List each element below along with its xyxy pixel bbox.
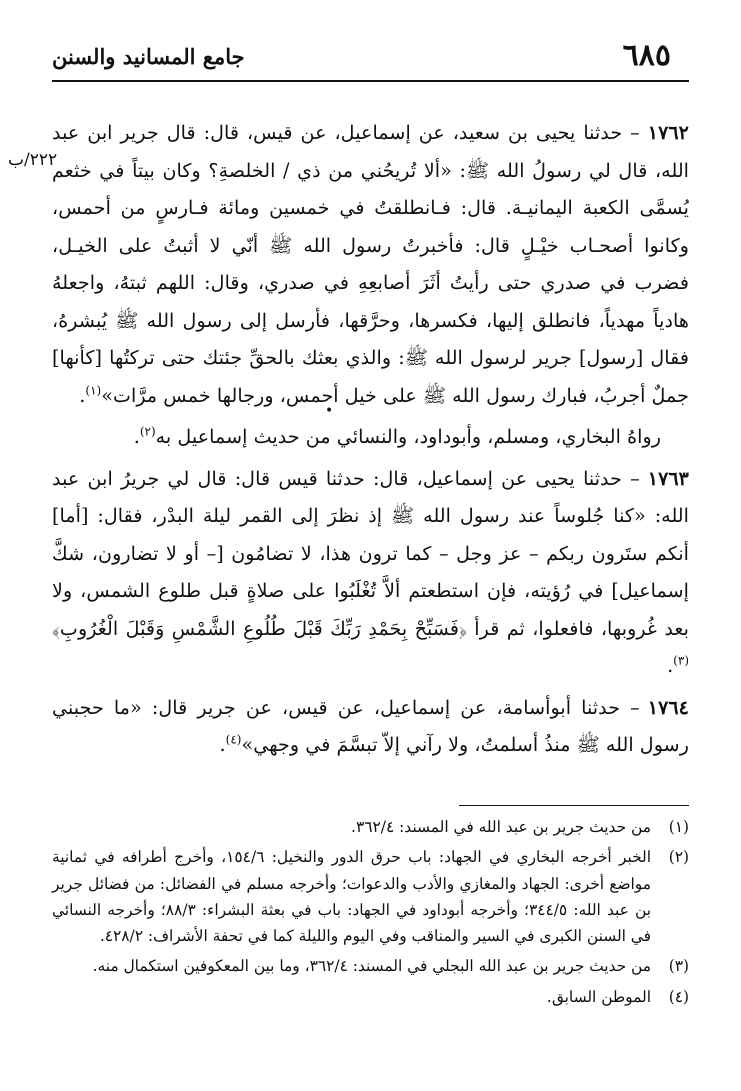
header-rule — [52, 80, 689, 82]
hadith-text: – حدثنا يحيى بن سعيد، عن إسماعيل، عن قيس، قال: قال جرير ابن عبد الله، قال لي رسولُ الله ﷺ: «ألا تُريحُني من ذي / الخلصةِ؟ وكان بيتاً في خثعم يُسمَّى الكعبة اليمانيـة. قال: فـانطلقتُ في خمسين ومائة فـارسٍ من أحمس، وكانوا أصحـاب خيْـلٍ قال: فأخبرتُ رسول الله ﷺ أنّي لا أثبتُ على الخيـل، فضرب في صدري حتى رأيتُ أثَرَ أصابعِهِ في صدري، وقال: اللهم ثبتهُ، واجعلهُ هادياً مهدياً، فانطلق إليها، فكسرها، وحرَّقها، فأرسل إلى رسول الله ﷺ يُبشرهُ، فقال [رسول] جرير لرسول الله ﷺ: والذي بعثك بالحقِّ جئتك حتى تركتُها [كأنها] جملٌ أجربُ، فبارك رسول الله ﷺ على خيل أحمس، ورجالها خمس مرَّات» — [52, 121, 689, 407]
footnote-number: (٤) — [668, 987, 689, 1006]
footnote-1 — [52, 814, 689, 840]
footnote-2 — [52, 844, 689, 949]
hadith-text: – حدثنا أبوأسامة، عن إسماعيل، عن قيس، عن جرير قال: «ما حجبني رسول الله ﷺ منذُ أسلمتُ، ولا رآني إلاّ تبسَّمَ في وجهي» — [52, 695, 689, 756]
footnote-ref[interactable]: (١) — [85, 383, 102, 398]
hadith-number: ١٧٦٣ — [647, 466, 689, 490]
hadith-1764: ١٧٦٤– حدثنا أبوأسامة، عن إسماعيل، عن قيس، عن جرير قال: «ما حجبني رسول الله ﷺ منذُ أسلمتُ، ولا رآني إلاّ تبسَّمَ في وجهي»$^{(٤)}$. — [52, 695, 689, 756]
footnote-text: من حديث جرير بن عبد الله في المسند: ٣٦٢/٤. — [351, 818, 651, 836]
hadith-text: – حدثنا يحيى عن إسماعيل، قال: حدثنا قيس قال: قال لي جريرُ ابن عبد الله: «كنا جُلوساً عند رسول الله ﷺ إذ نظرَ إلى القمر ليلة البدْر، فقال: [أما] أنكم ستَرون ربكم – عز وجل – كما ترون هذا، لا تضامُون [– أو لا تضارون، شكَّ إسماعيل] في رُؤيته، فإن استطعتم ألاَّ تُغْلَبُوا على صلاةٍ قبل طلوع الشمس، ولا بعد غُروبها، فافعلوا، ثم قرأ ﴿فَسَبِّحْ بِحَمْدِ رَبِّكَ قَبْلَ طُلُوعِ الشَّمْسِ وَقَبْلَ الْغُرُوبِ﴾ — [52, 466, 689, 640]
footnotes — [52, 814, 689, 1014]
hadith-number: ١٧٦٤ — [647, 695, 689, 719]
narration-note: رواهُ البخاري، ومسلم، وأبوداود، والنسائي من حديث إسماعيل به$^{(٢)}$. — [133, 424, 661, 448]
footnote-4 — [52, 984, 689, 1010]
hadith-1763: ١٧٦٣– حدثنا يحيى عن إسماعيل، قال: حدثنا قيس قال: قال لي جريرُ ابن عبد الله: «كنا جُلوساً عند رسول الله ﷺ إذ نظرَ إلى القمر ليلة البدْر، فقال: [أما] أنكم ستَرون ربكم – عز وجل – كما ترون هذا، لا تضامُون [– أو لا تضارون، شكَّ إسماعيل] في رُؤيته، فإن استطعتم ألاَّ تُغْلَبُوا على صلاةٍ قبل طلوع الشمس، ولا بعد غُروبها، فافعلوا، ثم قرأ ﴿فَسَبِّحْ بِحَمْدِ رَبِّكَ قَبْلَ طُلُوعِ الشَّمْسِ وَقَبْلَ الْغُرُوبِ﴾$^{(٣)}$. — [52, 466, 689, 677]
footnote-text: الموطن السابق. — [546, 987, 651, 1006]
footnote-text: من حديث جرير بن عبد الله البجلي في المسند: ٣٦٢/٤، وما بين المعكوفين استكمال منه. — [92, 957, 651, 976]
footnote-number: (٣) — [668, 957, 689, 976]
decorative-dot: • — [325, 403, 334, 419]
page-number: ٦٨٥ — [622, 38, 671, 73]
main-text — [52, 114, 689, 768]
footnote-ref[interactable]: (٣) — [673, 653, 689, 668]
footnote-ref[interactable]: (٤) — [225, 732, 242, 747]
footnote-ref[interactable]: (٢) — [139, 424, 156, 439]
footnote-3 — [52, 953, 689, 979]
footnote-number: (١) — [668, 818, 689, 836]
footnote-text: الخبر أخرجه البخاري في الجهاد: باب حرق الدور والنخيل: ١٥٤/٦، وأخرج أطرافه في ثمانية مواضع أخرى: الجهاد والمغازي والأدب والدعوات؛ وأخرجه مسلم في الفضائل: من فضائل جرير بن عبد الله: ٣٤٤/٥؛ وأخرجه أبوداود في الجهاد: باب في بعثة البشراء: ٨٨/٣؛ وأخرجه النسائي في السنن الكبرى في السير والمناقب وفي اليوم والليلة كما في تحفة الأشراف: ٤٢٨/٢. — [52, 848, 651, 946]
manuscript-folio-note: ٢٢٢/ب — [8, 150, 58, 170]
hadith-1762: ١٧٦٢– حدثنا يحيى بن سعيد، عن إسماعيل، عن قيس، قال: قال جرير ابن عبد الله، قال لي رسولُ الله ﷺ: «ألا تُريحُني من ذي / الخلصةِ؟ وكان بيتاً في خثعم يُسمَّى الكعبة اليمانيـة. قال: فـانطلقتُ في خمسين ومائة فـارسٍ من أحمس، وكانوا أصحـاب خيْـلٍ قال: فأخبرتُ رسول الله ﷺ أنّي لا أثبتُ على الخيـل، فضرب في صدري حتى رأيتُ أثَرَ أصابعِهِ في صدري، وقال: اللهم ثبتهُ، واجعلهُ هادياً مهدياً، فانطلق إليها، فكسرها، وحرَّقها، فأرسل إلى رسول الله ﷺ يُبشرهُ، فقال [رسول] جرير لرسول الله ﷺ: والذي بعثك بالحقِّ جئتك حتى تركتُها [كأنها] جملٌ أجربُ، فبارك رسول الله ﷺ على خيل أحمس، ورجالها خمس مرَّات»$^{(١)}$. — [52, 121, 689, 407]
footnote-number: (٢) — [668, 848, 689, 867]
hadith-number: ١٧٦٢ — [647, 121, 689, 144]
footnote-rule — [459, 805, 689, 806]
running-title: جامع المسانيد والسنن — [52, 44, 245, 69]
narration-text: رواهُ البخاري، ومسلم، وأبوداود، والنسائي من حديث إسماعيل به — [155, 425, 661, 448]
